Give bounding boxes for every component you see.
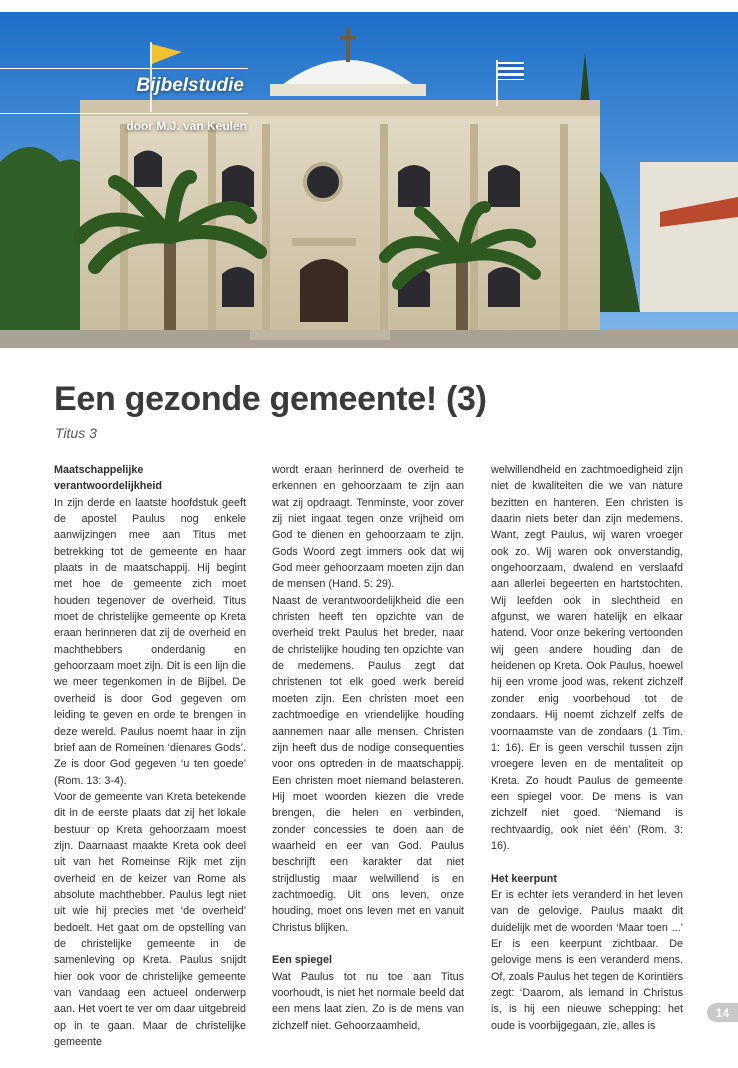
page-number: 14: [707, 1003, 738, 1022]
hero-photo: [0, 12, 738, 348]
church-door: [300, 259, 348, 322]
section-heading: Een spiegel: [272, 954, 333, 967]
spacer: [491, 854, 683, 870]
column-3: [491, 462, 683, 1034]
article-title: Een gezonde gemeente! (3): [54, 380, 487, 418]
column-2: [272, 462, 464, 1034]
paragraph: In zijn derde en laatste hoofdstuk geeft de apostel Paulus nog enkele aanwijzingen mee aan Titus met betrekking tot de gemeente en haar plaats in de maatschappij. Hij begint met hoe de gemeente zich moet houden tegenover de overheid. Titus moet de christelijke gemeente op Kreta eraan herinneren dat zij de overheid en machthebbers onderdanig en gehoorzaam moet zijn. Dit is een lijn die we meer tegenkomen in de Bijbel. De overheid is door God gegeven om leiding te geven en orde te brengen in deze wereld. Paulus noemt haar in zijn brief aan de Romeinen ‘dienares Gods’. Ze is door God gegeven ‘u ten goede’ (Rom. 13: 3-4).: [54, 496, 246, 787]
series-band: [0, 68, 248, 114]
series-label: Bijbelstudie: [136, 75, 244, 96]
paragraph: welwillendheid en zachtmoedigheid zijn niet de kwaliteiten die we van nature bezitten en hanteren. Een christen is daarin niets beter dan zijn medemens. Want, zegt Paulus, wij waren vroeger ook zo. Wij waren ook onverstandig, ongehoorzaam, dwalend en verslaafd aan allerlei begeerten en hartstochten. Wij leefden ook in slechtheid en afgunst, we waren hatelijk en elkaar hatend. Voor onze bekering vertoonden wij geen andere houding dan de heidenen op Kreta. Ook Paulus, hoewel hij een vrome jood was, rekent zichzelf zonder enig voorbehoud tot de zondaars. Hij noemt zichzelf zelfs de voornaamste van de zondaars (1 Tim. 1: 16). Er is geen verschil tussen zijn vroegere leven en de mentaliteit op Kreta. Zo houdt Paulus de gemeente een spiegel voor. De mens is van zichzelf niet goed. ‘Niemand is rechtvaardig, ook niet één’ (Rom. 3: 16).: [491, 464, 683, 852]
paragraph: Voor de gemeente van Kreta betekende dit in de eerste plaats dat zij het lokale bestuur op Kreta gehoorzaam moest zijn. Daarnaast maakte Kreta ook deel uit van het Romeinse Rijk met zijn overheid en de keizer van Rome als absolute machthebber. Paulus legt niet uit wie hij precies met ‘de overheid’ bedoelt. Het gaat om de opstelling van de christelijke gemeente in de samenleving op Kreta. Paulus snijdt hier ook voor de christelijke gemeente van vandaag een actueel onderwerp aan. Het voert te ver om daar uitgebreid op in te gaan. Maar de christelijke gemeente: [54, 790, 246, 1049]
paragraph: Naast de verantwoordelijkheid die een christen heeft ten opzichte van de overheid trekt Paulus het breder, naar de christelijke houding ten opzichte van de medemens. Paulus zegt dat christenen tot elk goed werk bereid moeten zijn. Een christen moet een zachtmoedige en vriendelijke houding aannemen naar alle mensen. Christen zijn heeft dus de nodige consequenties voor ons optreden in de maatschappij. Een christen moet niemand belasteren. Hij moet woorden kiezen die vrede brengen, die helen en verbinden, zonder concessies te doen aan de waarheid en eer van God. Paulus beschrijft een karakter dat niet strijdlustig maar welwillend is en zachtmoedig. Uit ons leven, onze houding, moet ons leven met en vanuit Christus blijken.: [272, 594, 464, 934]
paragraph: Wat Paulus tot nu toe aan Titus voorhoudt, is niet het normale beeld dat een mens laat zien. Zo is de mens van zichzelf niet. Gehoorzaamheid,: [272, 970, 464, 1032]
author-byline: door M.J. van Keulen: [126, 119, 247, 133]
palm-left-trunk: [164, 237, 176, 337]
palm-right-trunk: [456, 257, 468, 339]
right-building: [640, 162, 738, 312]
church-illustration: [0, 12, 738, 348]
rose-window: [305, 164, 341, 200]
section-heading: Het keerpunt: [491, 872, 557, 885]
paragraph: wordt eraan herinnerd de overheid te erkennen en gehoorzaam te zijn aan wat zij opdraagt. Tenminste, voor zover zij niet ingaat tegen onze vrijheid om God te dienen en gehoorzaam te zijn. Gods Woord zegt immers ook dat wij God meer gehoorzaam moeten zijn dan de mensen (Hand. 5: 29).: [272, 464, 464, 591]
section-heading: Maatschappelijke verantwoordelijkheid: [54, 464, 162, 493]
cross: [346, 28, 350, 62]
paragraph: Er is echter iets veranderd in het leven van de gelovige. Paulus maakt dit duidelijk met de woorden ‘Maar toen ...’ Er is een keerpunt zichtbaar. De gelovige mens is een veranderd mens. Of, zoals Paulus het tegen de Korintiërs zegt: ‘Daarom, als iemand in Christus is, is hij een nieuwe schepping: het oude is voorbijgegaan, zie, alles is: [491, 888, 683, 1032]
spacer: [272, 936, 464, 952]
article-subtitle: Titus 3: [55, 425, 97, 441]
column-1: [54, 462, 246, 1050]
